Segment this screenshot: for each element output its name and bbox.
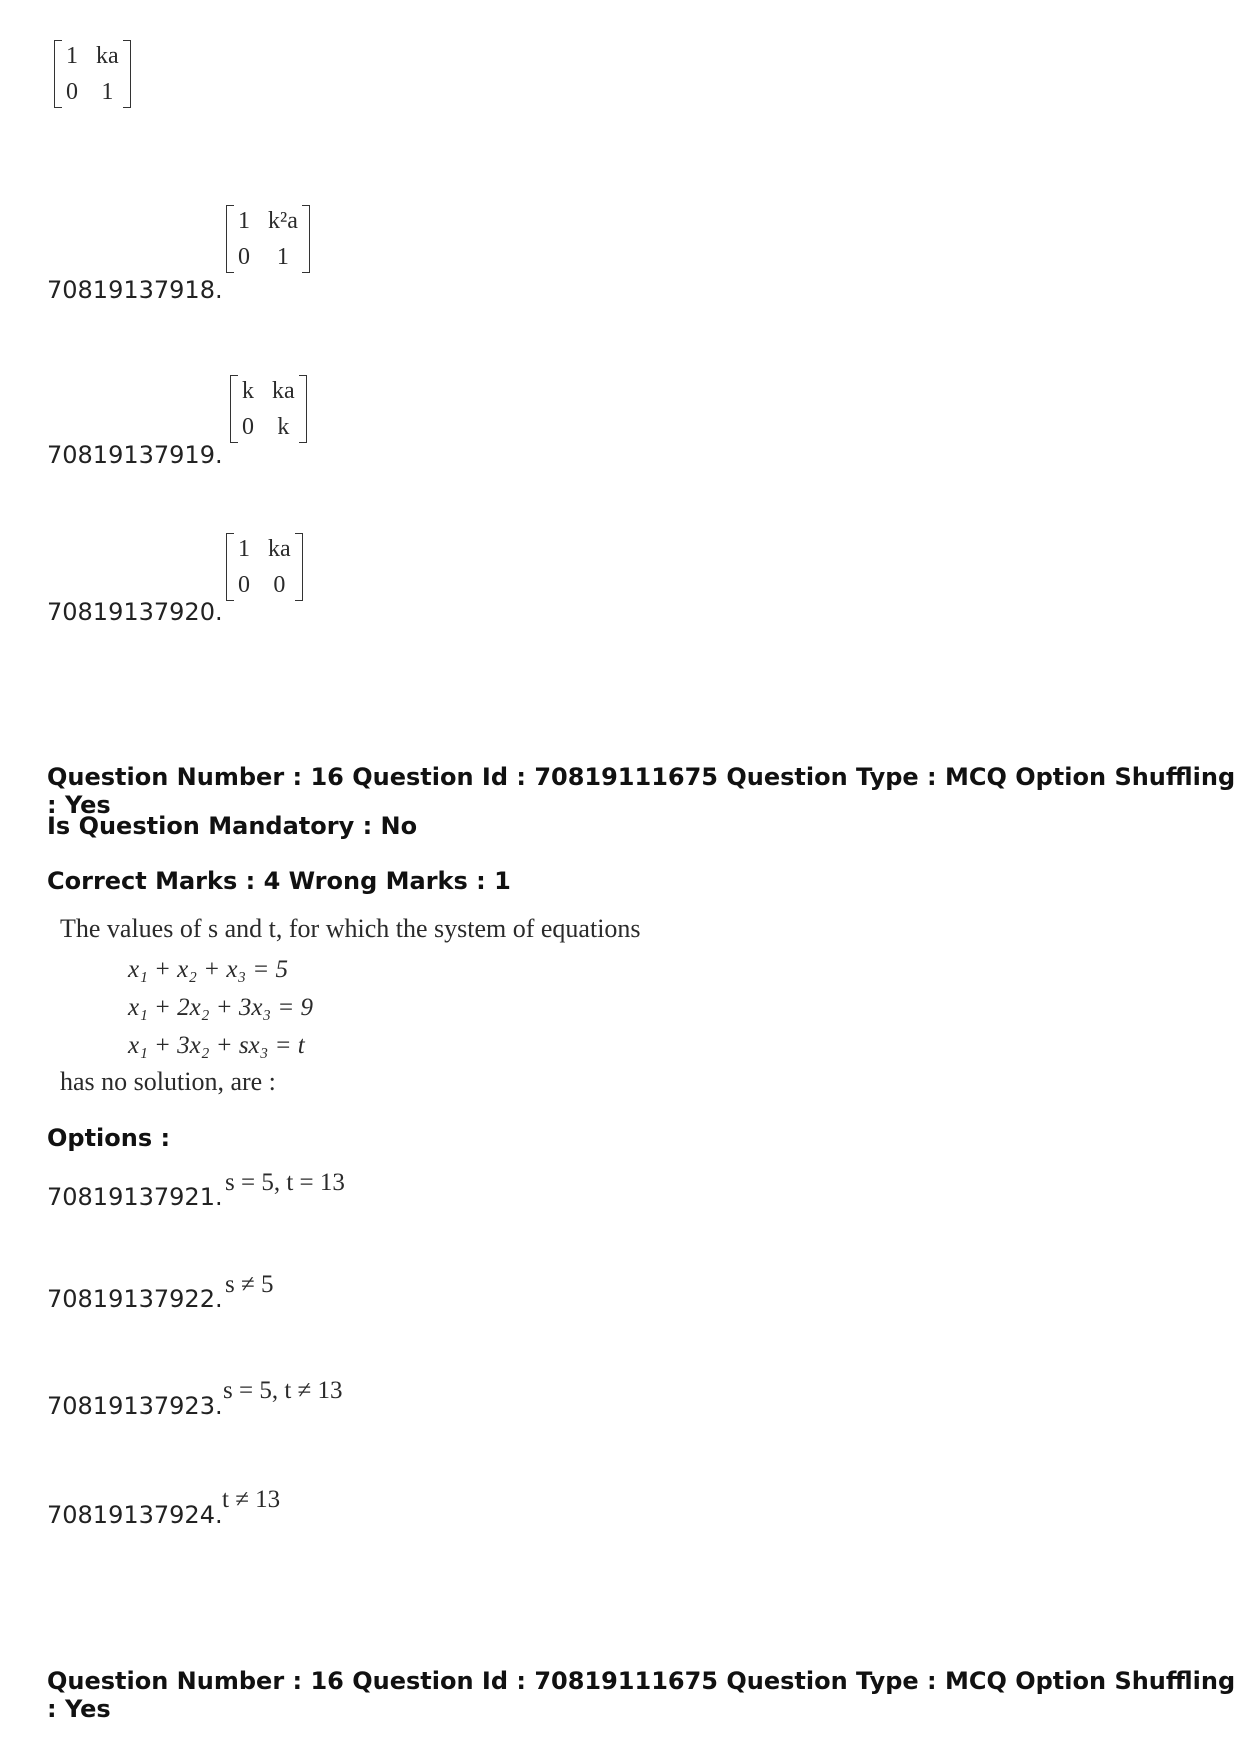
matrix-cell: ka — [268, 536, 291, 562]
option-id: 70819137921. — [47, 1183, 223, 1211]
equation-system — [128, 951, 313, 1065]
question-stem-intro: The values of s and t, for which the system of equations — [60, 914, 641, 943]
option-id: 70819137919. — [47, 441, 223, 469]
matrix-cell: 0 — [66, 79, 78, 105]
option-id: 70819137924. — [47, 1501, 223, 1529]
matrix-cell: 1 — [238, 536, 250, 562]
matrix-cell: k — [242, 378, 254, 404]
matrix-cell: ka — [96, 43, 119, 69]
option-id: 70819137918. — [47, 276, 223, 304]
equation: x₁ + x₂ + x₃ = 5 — [128, 956, 288, 983]
option-id: 70819137920. — [47, 598, 223, 626]
question-stem-end: has no solution, are : — [60, 1067, 276, 1096]
matrix-cell: k — [277, 414, 290, 440]
matrix-cell: 0 — [238, 244, 250, 270]
next-question-header: Question Number : 16 Question Id : 70819111675 Question Type : MCQ Option Shuffling : Yes — [47, 1667, 1236, 1723]
matrix — [226, 533, 303, 601]
equation: x₁ + 2x₂ + 3x₃ = 9 — [128, 994, 313, 1021]
matrix-cell: ka — [272, 378, 295, 404]
matrix — [226, 205, 310, 273]
option-matrix-continued — [54, 40, 131, 113]
matrix-cell: 1 — [101, 79, 114, 105]
matrix-cell: k²a — [268, 208, 298, 234]
options-label: Options : — [47, 1124, 171, 1152]
matrix-cell: 0 — [242, 414, 254, 440]
matrix — [230, 375, 307, 443]
matrix-cell: 0 — [238, 572, 250, 598]
option-matrix — [226, 533, 303, 606]
option-id: 70819137922. — [47, 1285, 223, 1313]
option-matrix — [226, 205, 310, 278]
marks-line: Correct Marks : 4 Wrong Marks : 1 — [47, 867, 511, 895]
mandatory-line: Is Question Mandatory : No — [47, 812, 418, 840]
option-id: 70819137923. — [47, 1392, 223, 1420]
option-text[interactable]: s = 5, t = 13 — [225, 1169, 345, 1196]
option-text[interactable]: s = 5, t ≠ 13 — [223, 1377, 343, 1404]
matrix-cell: 1 — [276, 244, 289, 270]
equation: x₁ + 3x₂ + sx₃ = t — [128, 1032, 305, 1059]
option-text[interactable]: s ≠ 5 — [225, 1271, 274, 1298]
option-matrix — [230, 375, 307, 448]
question-header: Question Number : 16 Question Id : 70819111675 Question Type : MCQ Option Shuffling : Yes — [47, 763, 1236, 819]
option-text[interactable]: t ≠ 13 — [222, 1486, 281, 1513]
matrix-cell: 1 — [238, 208, 250, 234]
matrix-cell: 1 — [66, 43, 78, 69]
matrix — [54, 40, 131, 108]
matrix-cell: 0 — [273, 572, 286, 598]
